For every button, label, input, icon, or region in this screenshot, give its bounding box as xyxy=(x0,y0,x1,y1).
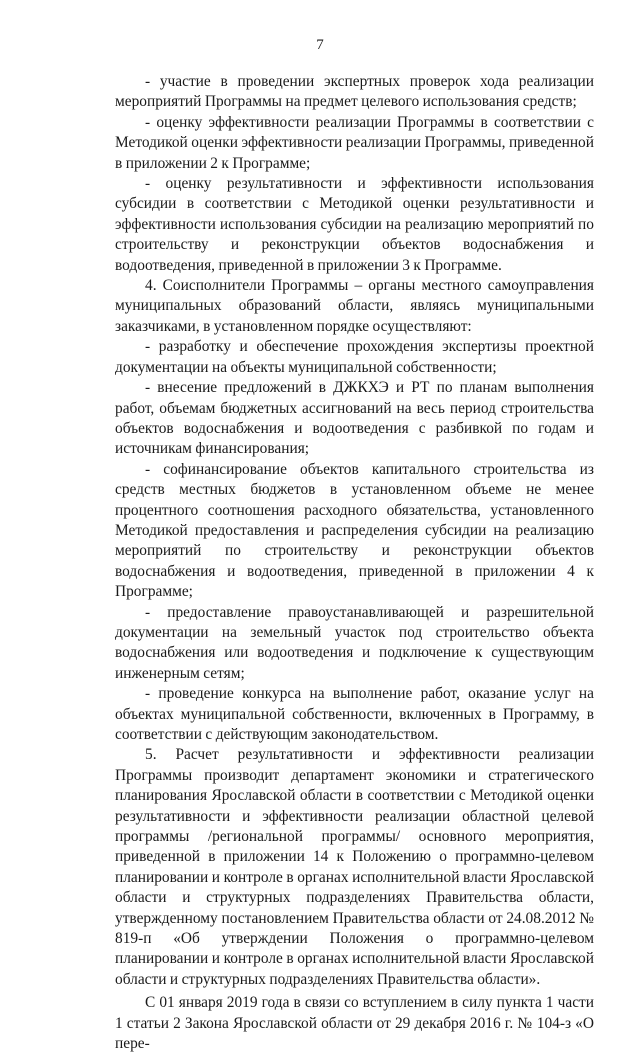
paragraph-11: С 01 января 2019 года в связи со вступлением в силу пункта 1 части 1 статьи 2 Закона Ярославской области от 29 декабря 2016 г. № 104-з «О пере- xyxy=(115,994,594,1053)
paragraph-7: - софинансирование объектов капитального строительства из средств местных бюджетов в установленном объеме не менее процентного соотношения расходного обязательства, установленного Методикой предоставления и распределения субсидии на реализацию мероприятий по строительству и реконструкции объектов водоснабжения и водоотведения, приведенной в приложении 4 к Программе; xyxy=(115,460,594,601)
paragraph-6: - внесение предложений в ДЖКХЭ и РТ по планам выполнения работ, объемам бюджетных ассигнований на весь период строительства объектов водоснабжения и водоотведения с разбивкой по годам и источникам финансирования; xyxy=(115,379,594,458)
page-number: 7 xyxy=(316,37,324,53)
body-text xyxy=(115,72,594,1055)
paragraph-9: - проведение конкурса на выполнение работ, оказание услуг на объектах муниципальной собственности, включенных в Программу, в соответствии с действующим законодательством. xyxy=(115,685,594,743)
paragraph-1: - участие в проведении экспертных проверок хода реализации мероприятий Программы на предмет целевого использования средств; xyxy=(115,73,594,111)
paragraph-4: 4. Соисполнители Программы – органы местного самоуправления муниципальных образований области, являясь муниципальными заказчиками, в установленном порядке осуществляют: xyxy=(115,277,594,335)
paragraph-10: 5. Расчет результативности и эффективности реализации Программы производит департамент экономики и стратегического планирования Ярославской области в соответствии с Методикой оценки результативности и эффективности реализации областной целевой программы /региональной программы/ основного мероприятия, приведенной в приложении 14 к Положению о программно-целевом планировании и контроле в органах исполнительной власти Ярославской области и структурных подразделениях Правительства области, утвержденному постановлением Правительства области от 24.08.2012 № 819-п «Об утверждении Положения о программно-целевом планировании и контроле в органах исполнительной власти Ярославской области и структурных подразделениях Правительства области». xyxy=(115,746,594,988)
paragraph-3: - оценку результативности и эффективности использования субсидии в соответствии с Методикой оценки результативности и эффективности использования субсидии на реализацию мероприятий по строительству и реконструкции объектов водоснабжения и водоотведения, приведенной в приложении 3 к Программе. xyxy=(115,175,594,274)
paragraph-5: - разработку и обеспечение прохождения экспертизы проектной документации на объекты муниципальной собственности; xyxy=(115,338,594,376)
paragraph-8: - предоставление правоустанавливающей и разрешительной документации на земельный участок под строительство объекта водоснабжения или водоотведения и подключение к существующим инженерным сетям; xyxy=(115,603,594,682)
paragraph-2: - оценку эффективности реализации Программы в соответствии с Методикой оценки эффективности реализации Программы, приведенной в приложении 2 к Программе; xyxy=(115,113,594,172)
